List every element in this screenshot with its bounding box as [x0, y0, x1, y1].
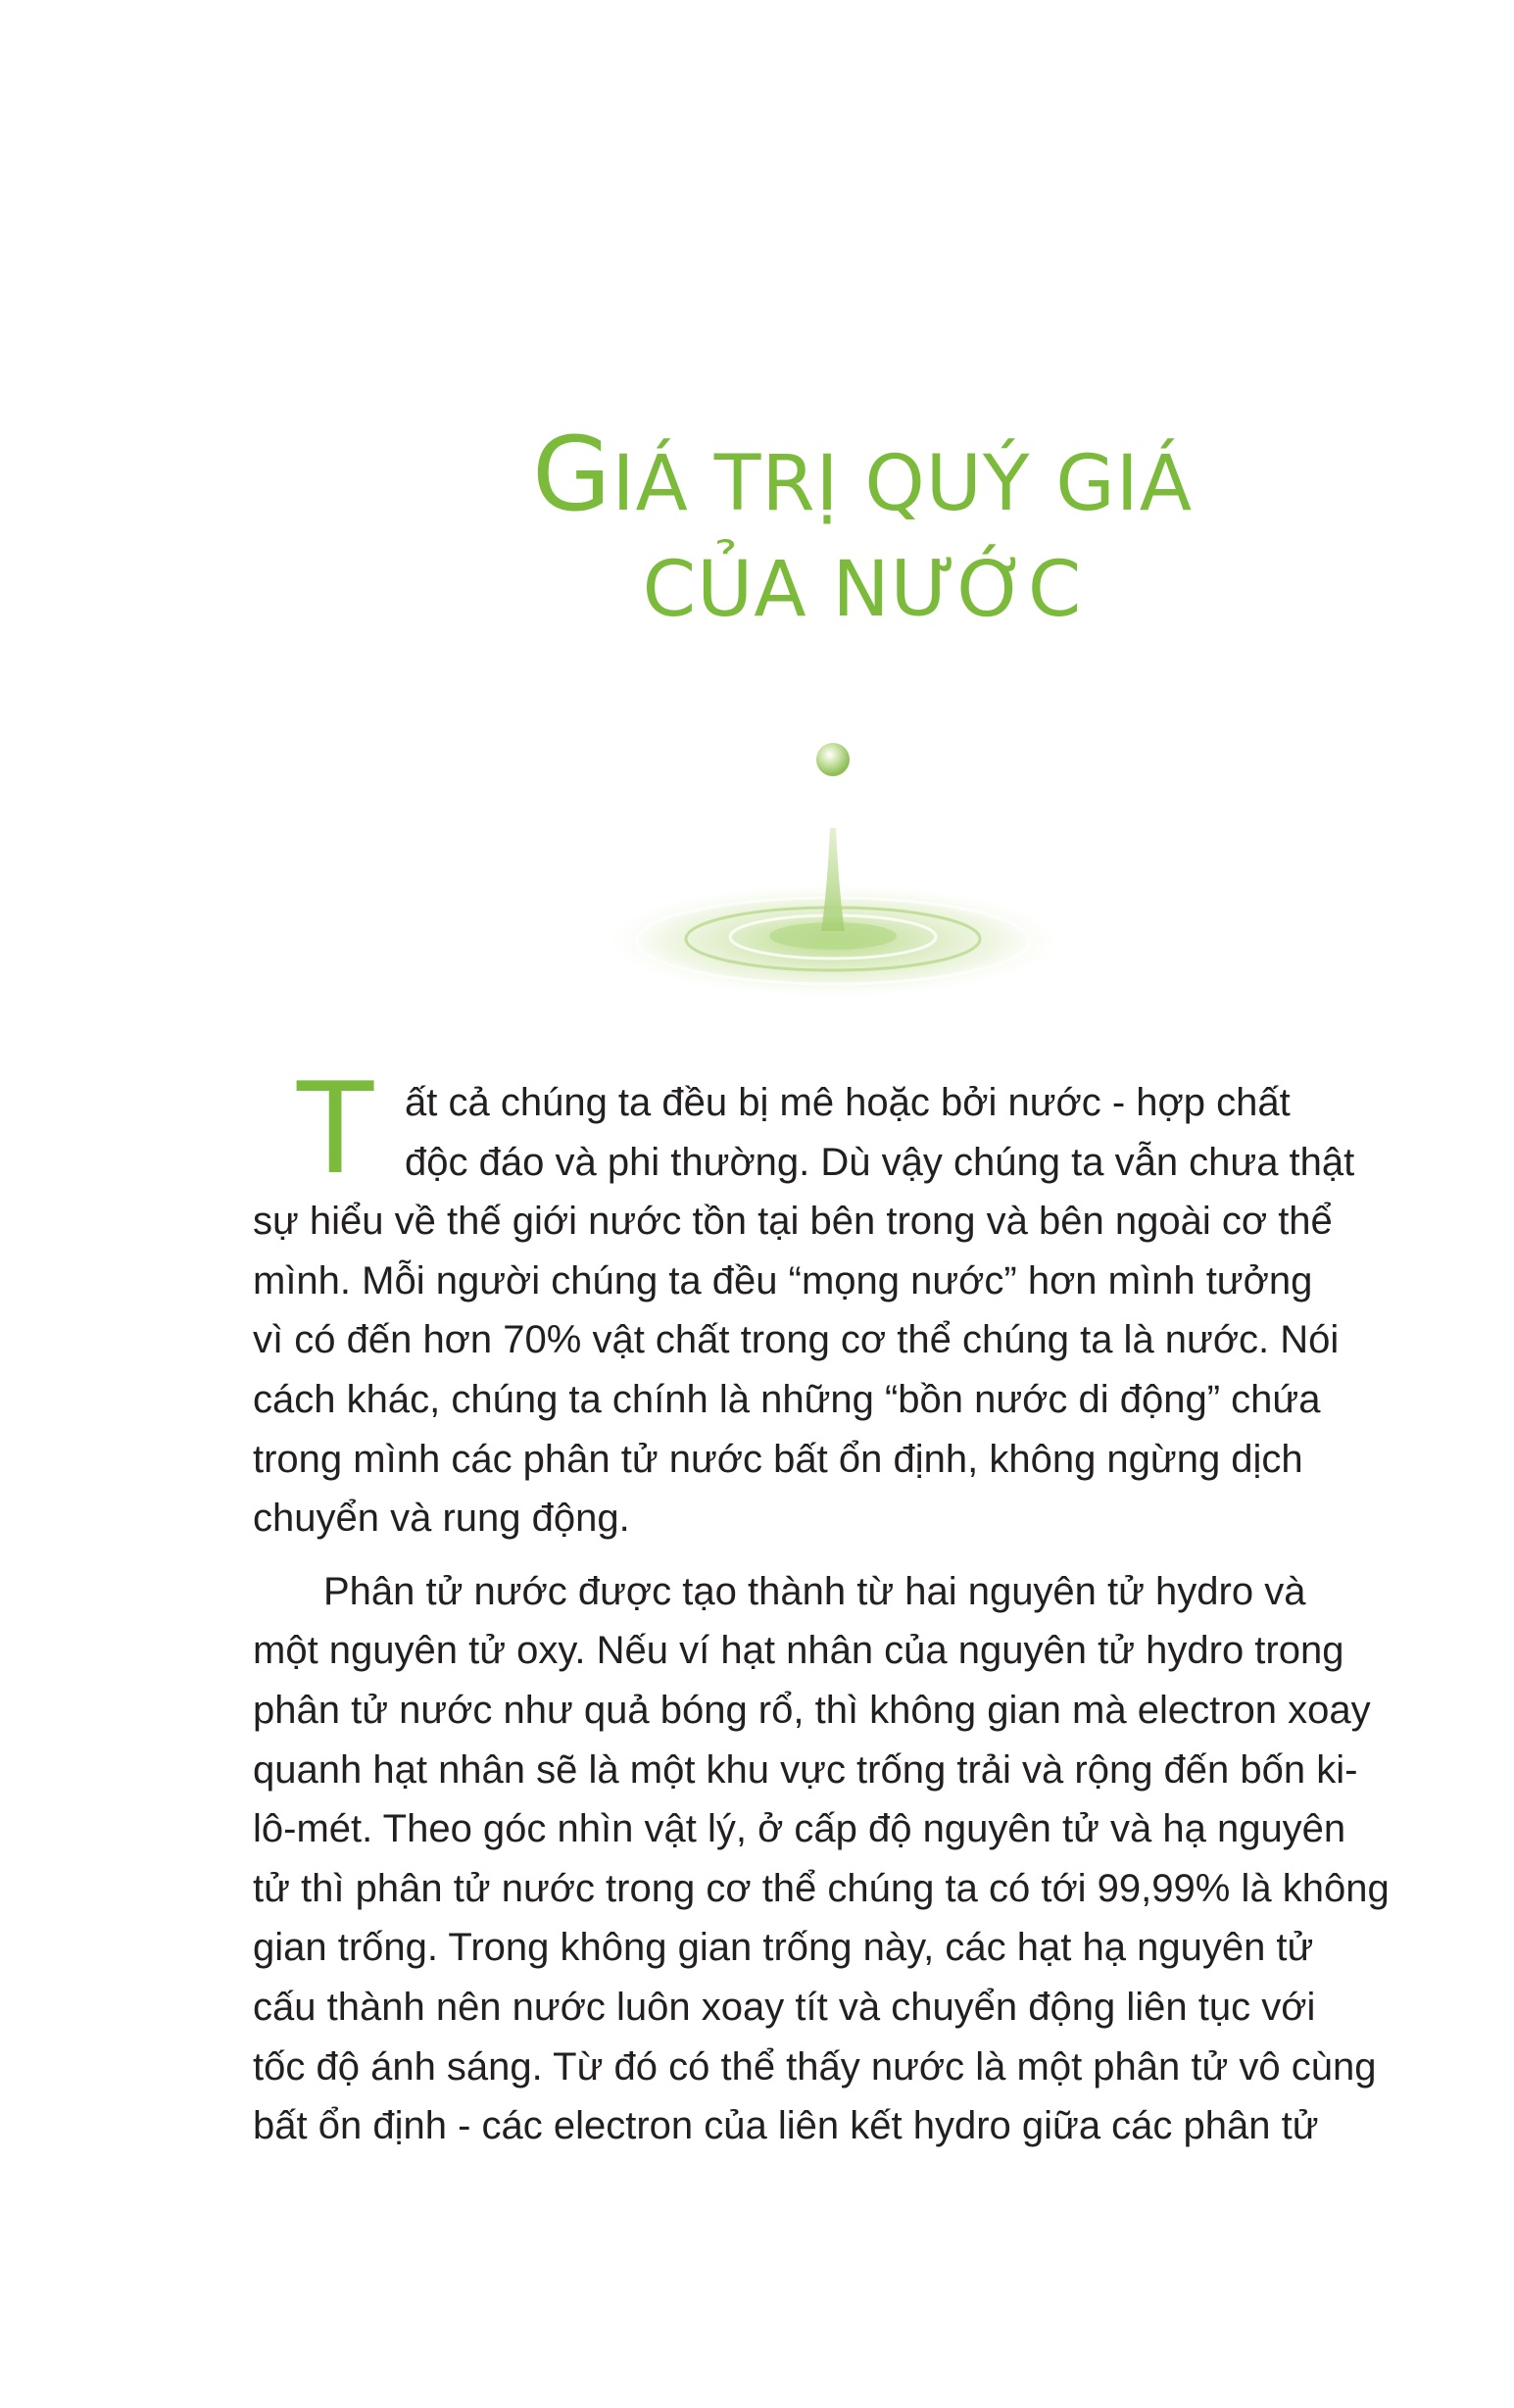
paragraph-2-line: phân tử nước như quả bóng rổ, thì không gian mà electron xoay [253, 1688, 1371, 1732]
paragraph-2-line: gian trống. Trong không gian trống này, các hạt hạ nguyên tử [253, 1926, 1314, 1970]
body-text [253, 1057, 1429, 2170]
paragraph-2-line: lô-mét. Theo góc nhìn vật lý, ở cấp độ nguyên tử và hạ nguyên [253, 1807, 1346, 1851]
chapter-title-line-2: CỦA NƯỚC [642, 546, 1083, 634]
paragraph-2-line: bất ổn định - các electron của liên kết hydro giữa các phân tử [253, 2104, 1319, 2148]
paragraph-2-line: Phân tử nước được tạo thành từ hai nguyên tử hydro và [323, 1569, 1306, 1613]
chapter-title-initial: G [531, 415, 612, 534]
chapter-title [372, 415, 1352, 643]
paragraph-1-line: cách khác, chúng ta chính là những “bồn nước di động” chứa [253, 1377, 1321, 1421]
paragraph-1-line: mình. Mỗi người chúng ta đều “mọng nước” hơn mình tưởng [253, 1258, 1313, 1302]
paragraph-2-line: tốc độ ánh sáng. Từ đó có thể thấy nước là một phân tử vô cùng [253, 2044, 1377, 2089]
paragraph-1-line: sự hiểu về thế giới nước tồn tại bên trong và bên ngoài cơ thể [253, 1200, 1333, 1244]
paragraph-2-line: cấu thành nên nước luôn xoay tít và chuyển động liên tục với [253, 1985, 1316, 2029]
paragraph-1-line: chuyển và rung động. [253, 1497, 630, 1541]
water-drop-icon [588, 720, 1078, 1014]
paragraph-1-line: trong mình các phân tử nước bất ổn định, không ngừng dịch [253, 1437, 1303, 1481]
paragraph-2-line: tử thì phân tử nước trong cơ thể chúng ta có tới 99,99% là không [253, 1866, 1390, 1910]
chapter-title-line-1 [372, 415, 1352, 537]
drop-cap: T [297, 1057, 374, 1203]
paragraph-2-line: một nguyên tử oxy. Nếu ví hạt nhân của nguyên tử hydro trong [253, 1629, 1344, 1673]
paragraph-2-line: quanh hạt nhân sẽ là một khu vực trống trải và rộng đến bốn ki- [253, 1747, 1358, 1792]
paragraph-1-line: ất cả chúng ta đều bị mê hoặc bởi nước - hợp chất [405, 1081, 1291, 1124]
paragraph-2 [253, 1562, 1429, 2156]
paragraph-1 [253, 1057, 1429, 1548]
chapter-title-line-1-rest: IÁ TRỊ QUÝ GIÁ [611, 440, 1194, 528]
paragraph-1-line: độc đáo và phi thường. Dù vậy chúng ta vẫn chưa thật [405, 1140, 1355, 1184]
paragraph-1-line: vì có đến hơn 70% vật chất trong cơ thể chúng ta là nước. Nói [253, 1318, 1340, 1362]
